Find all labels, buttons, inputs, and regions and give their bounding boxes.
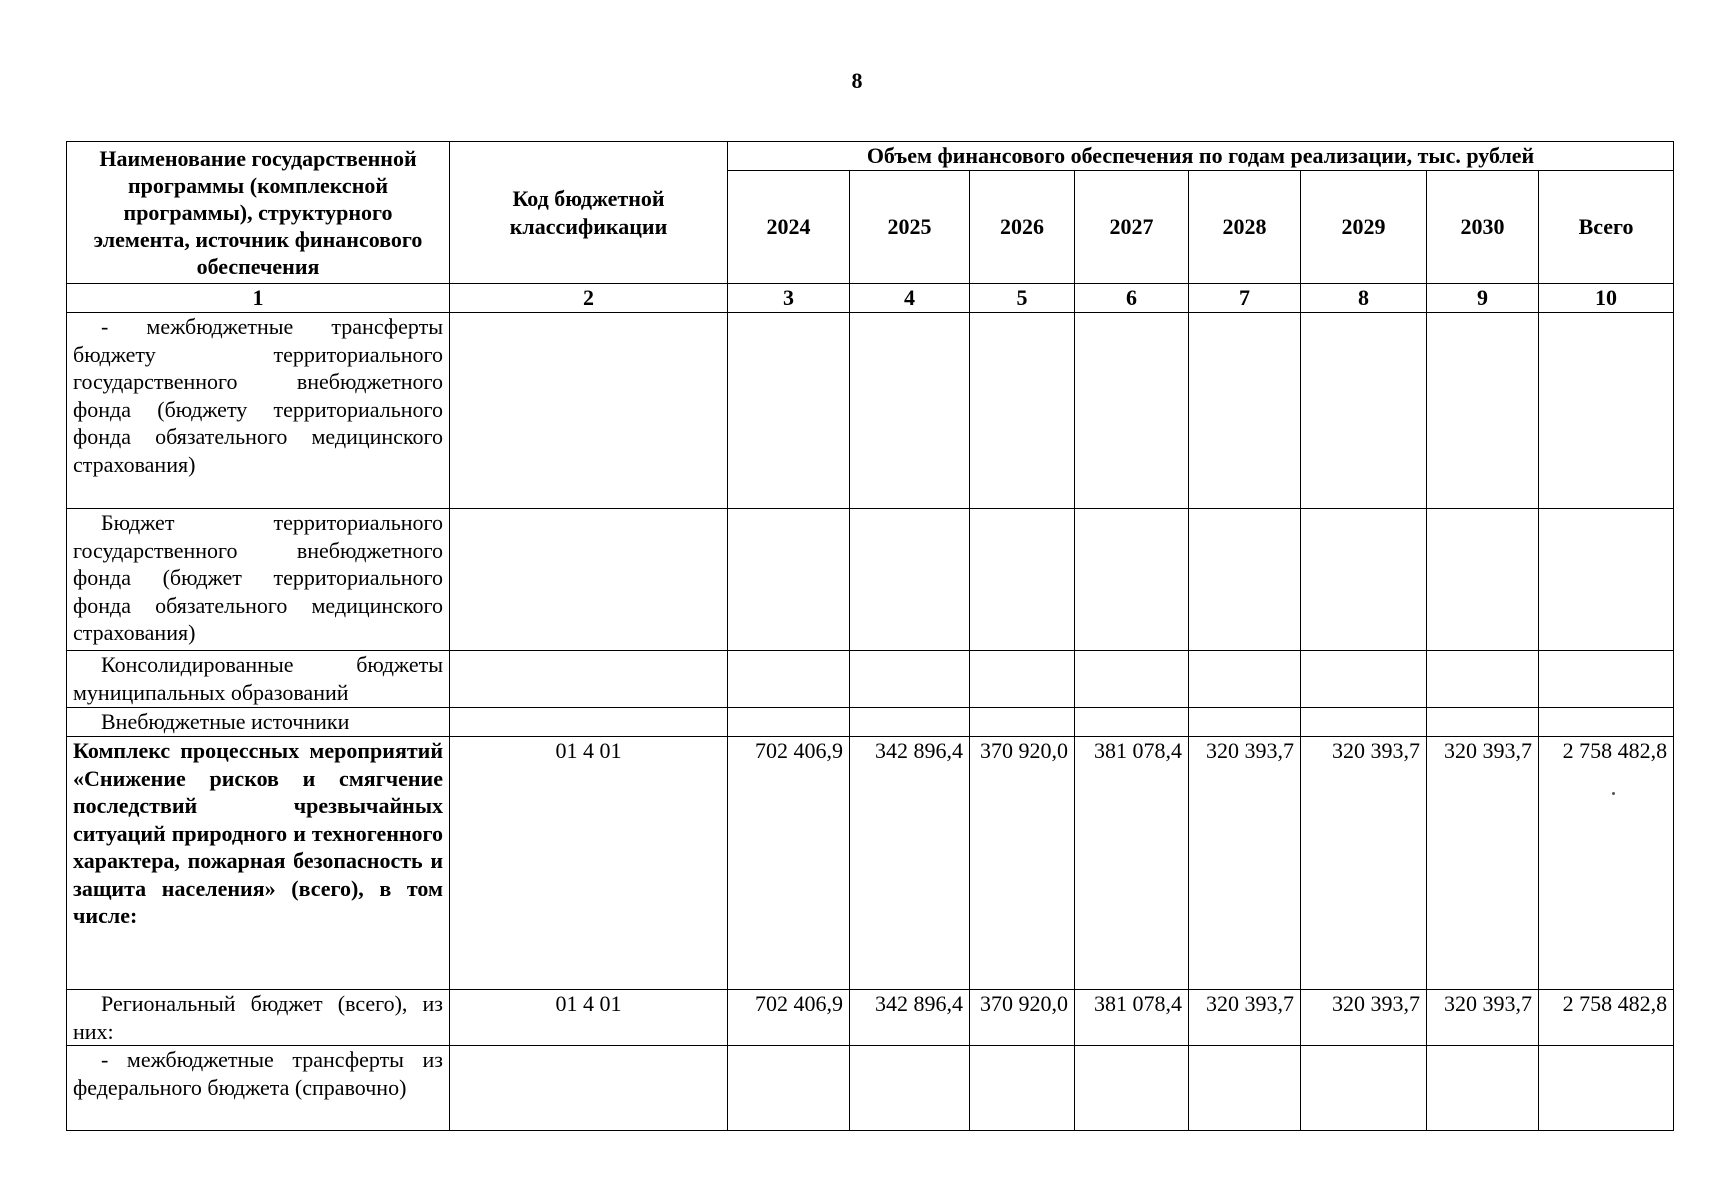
column-number: 8 [1301, 284, 1427, 313]
row-value: 381 078,4 [1075, 990, 1189, 1046]
row-value: 370 920,0 [970, 737, 1075, 990]
row-value [850, 509, 970, 651]
row-value: 320 393,7 [1301, 990, 1427, 1046]
header-row-top [67, 142, 1674, 171]
row-value [970, 313, 1075, 509]
row-value [1539, 313, 1674, 509]
row-value [1427, 509, 1539, 651]
table-row [67, 737, 1674, 990]
header-year: 2024 [728, 171, 850, 284]
row-code [450, 708, 728, 737]
row-code [450, 1046, 728, 1131]
row-value [728, 708, 850, 737]
row-value: 370 920,0 [970, 990, 1075, 1046]
row-value [1427, 651, 1539, 708]
row-value: 702 406,9 [728, 990, 850, 1046]
row-value [1301, 651, 1427, 708]
row-value [850, 1046, 970, 1131]
row-value [1075, 708, 1189, 737]
row-value: 381 078,4 [1075, 737, 1189, 990]
row-value [1539, 651, 1674, 708]
column-number: 6 [1075, 284, 1189, 313]
row-value [1301, 509, 1427, 651]
header-year: 2028 [1189, 171, 1301, 284]
column-number-row [67, 284, 1674, 313]
header-volume-span: Объем финансового обеспечения по годам реализации, тыс. рублей [728, 142, 1674, 171]
row-value: 320 393,7 [1427, 737, 1539, 990]
header-year: 2025 [850, 171, 970, 284]
table-row [67, 708, 1674, 737]
row-value [1427, 1046, 1539, 1131]
column-number: 2 [450, 284, 728, 313]
column-number: 9 [1427, 284, 1539, 313]
row-value [1189, 651, 1301, 708]
row-value [1189, 708, 1301, 737]
row-value [1539, 1046, 1674, 1131]
row-value [1301, 313, 1427, 509]
header-code-column: Код бюджетной классификации [450, 142, 728, 284]
row-value [728, 651, 850, 708]
row-value [1301, 1046, 1427, 1131]
row-value: 2 758 482,8 [1539, 737, 1674, 990]
column-number: 3 [728, 284, 850, 313]
table-row [67, 1046, 1674, 1131]
row-value [1075, 509, 1189, 651]
row-value [1539, 708, 1674, 737]
row-value [970, 1046, 1075, 1131]
row-name: Региональный бюджет (всего), из них: [67, 990, 450, 1046]
column-number: 7 [1189, 284, 1301, 313]
row-value: 342 896,4 [850, 990, 970, 1046]
row-value [1189, 509, 1301, 651]
scan-speck [1612, 792, 1615, 795]
row-code: 01 4 01 [450, 990, 728, 1046]
row-value [1189, 313, 1301, 509]
column-number: 10 [1539, 284, 1674, 313]
row-value [970, 509, 1075, 651]
row-value [1539, 509, 1674, 651]
table-row [67, 509, 1674, 651]
row-name: Комплекс процессных мероприятий «Снижение рисков и смягчение последствий чрезвычайных ситуаций природного и техногенного характера, пожарная безопасность и защита населения» (всего), в том числе: [67, 737, 450, 990]
financing-table [66, 141, 1674, 1131]
row-value [728, 313, 850, 509]
column-number: 4 [850, 284, 970, 313]
row-value [850, 708, 970, 737]
row-value [1189, 1046, 1301, 1131]
row-value [1075, 651, 1189, 708]
row-value [1427, 313, 1539, 509]
header-total: Всего [1539, 171, 1674, 284]
row-name: - межбюджетные трансферты бюджету территориального государственного внебюджетного фонда (бюджету территориального фонда обязательного медицинского страхования) [67, 313, 450, 509]
row-value [970, 708, 1075, 737]
table-row [67, 313, 1674, 509]
row-name: Консолидированные бюджеты муниципальных образований [67, 651, 450, 708]
row-value: 320 393,7 [1189, 990, 1301, 1046]
header-year: 2029 [1301, 171, 1427, 284]
row-value [850, 313, 970, 509]
row-value [970, 651, 1075, 708]
row-value: 2 758 482,8 [1539, 990, 1674, 1046]
column-number: 5 [970, 284, 1075, 313]
header-year: 2026 [970, 171, 1075, 284]
row-value [728, 1046, 850, 1131]
header-year: 2030 [1427, 171, 1539, 284]
row-value: 320 393,7 [1301, 737, 1427, 990]
row-value: 320 393,7 [1189, 737, 1301, 990]
row-value [1075, 313, 1189, 509]
row-code [450, 313, 728, 509]
row-value [1075, 1046, 1189, 1131]
row-code [450, 509, 728, 651]
column-number: 1 [67, 284, 450, 313]
table-row [67, 651, 1674, 708]
row-value [728, 509, 850, 651]
row-value [1427, 708, 1539, 737]
header-name-column: Наименование государственной программы (комплексной программы), структурного элемента, источник финансового обеспечения [67, 142, 450, 284]
page-number: 8 [851, 68, 863, 93]
header-year: 2027 [1075, 171, 1189, 284]
row-code: 01 4 01 [450, 737, 728, 990]
row-code [450, 651, 728, 708]
table-row [67, 990, 1674, 1046]
row-value: 342 896,4 [850, 737, 970, 990]
row-value [1301, 708, 1427, 737]
row-value: 320 393,7 [1427, 990, 1539, 1046]
row-name: - межбюджетные трансферты из федерального бюджета (справочно) [67, 1046, 450, 1131]
row-value [850, 651, 970, 708]
row-name: Внебюджетные источники [67, 708, 450, 737]
row-value: 702 406,9 [728, 737, 850, 990]
row-name: Бюджет территориального государственного внебюджетного фонда (бюджет территориального фонда обязательного медицинского страхования) [67, 509, 450, 651]
